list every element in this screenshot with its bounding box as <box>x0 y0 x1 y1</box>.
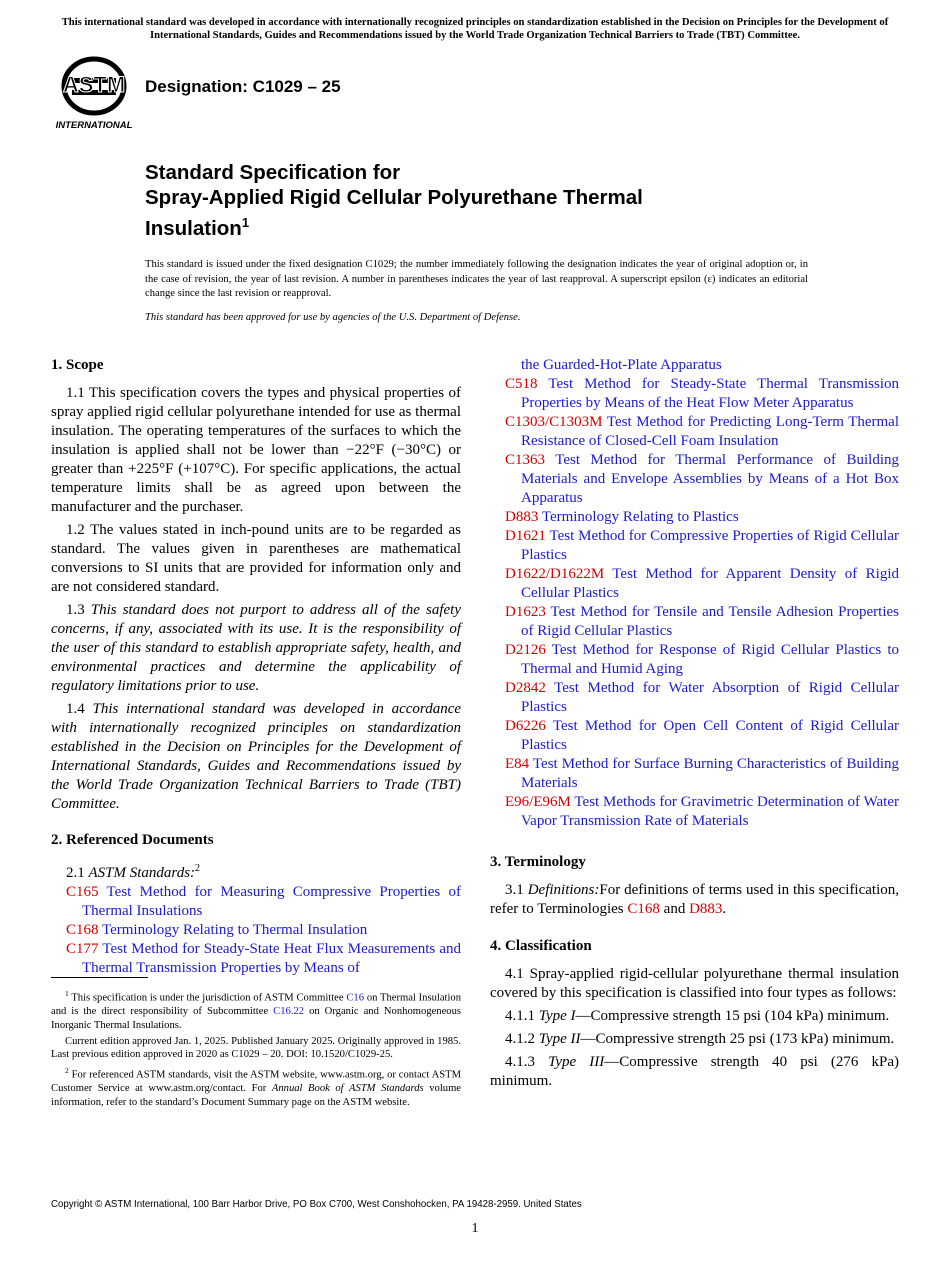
reference-code[interactable]: E84 <box>505 756 530 772</box>
issue-note: This standard is issued under the fixed designation C1029; the number immediately following the designation indicates the year of original adoption or, in the case of revision, the year of last revision. A number in parentheses indicates the year of last reapproval. A superscript epsilon (ε) indicates an editorial change since the last revision or reapproval. <box>145 259 808 299</box>
reference-item <box>490 451 899 508</box>
reference-title[interactable]: Test Method for Tensile and Tensile Adhesion Properties of Rigid Cellular Plastics <box>521 604 899 639</box>
copyright: Copyright © ASTM International, 100 Barr Harbor Drive, PO Box C700, West Conshohocken, PA 19428-2959. United States <box>51 1199 582 1210</box>
type-number: 4.1.3 <box>505 1054 535 1070</box>
reference-item <box>490 508 899 527</box>
astm-logo-icon <box>52 56 136 132</box>
reference-item <box>490 641 899 679</box>
classification-para: 4.1 Spray-applied rigid-cellular polyurethane thermal insulation covered by this specification is classified into four types as follows: <box>490 966 899 1001</box>
footnotes <box>51 987 461 1112</box>
reference-title[interactable]: Test Method for Open Cell Content of Rigid Cellular Plastics <box>521 718 899 753</box>
page-number: 1 <box>471 1221 479 1236</box>
classification-heading: 4. Classification <box>490 938 592 954</box>
left-column <box>51 356 461 978</box>
classification-type-item <box>490 1007 899 1026</box>
dod-note: This standard has been approved for use by agencies of the U.S. Department of Defense. <box>145 312 521 323</box>
reference-item <box>51 940 461 978</box>
scope-para-2: 1.2 The values stated in inch-pound units are to be regarded as standard. The values given in parentheses are mathematical conversions to SI units that are provided for information only and are not considered standard. <box>51 522 461 595</box>
type-text: —Compressive strength 25 psi (173 kPa) minimum. <box>580 1031 895 1047</box>
reference-code[interactable]: D1623 <box>505 604 546 620</box>
reference-code[interactable]: D883 <box>505 509 539 525</box>
footnote-2: $^2$ For referenced ASTM standards, visit the ASTM website, www.astm.org, or contact ASTM Customer Service at www.astm.org/contact. For Annual Book of ASTM Standards volume information, refer to the standard’s Document Summary page on the ASTM website. <box>51 1066 462 1108</box>
scope-heading: 1. Scope <box>51 357 104 373</box>
type-text: —Compressive strength 15 psi (104 kPa) minimum. <box>575 1008 890 1024</box>
footnote-link-c16-22[interactable]: C16.22 <box>273 1006 305 1018</box>
reference-code[interactable]: D1622/D1622M <box>505 566 605 582</box>
reference-item <box>490 413 899 451</box>
page-title <box>145 160 765 241</box>
reference-title[interactable]: Test Method for Water Absorption of Rigid Cellular Plastics <box>521 680 899 715</box>
reference-item <box>490 603 899 641</box>
reference-code[interactable]: E96/E96M <box>505 794 571 810</box>
reference-title[interactable]: Test Method for Predicting Long-Term Thermal Resistance of Closed-Cell Foam Insulation <box>521 414 900 449</box>
reference-code[interactable]: D2126 <box>505 642 546 658</box>
scope-para-4: 1.4 This international standard was developed in accordance with internationally recognized principles on standardization established in the Decision on Principles for the Development of International Standards, Guides and Recommendations issued by the World Trade Organization Technical Barriers to Trade (TBT) Committee. <box>51 701 462 812</box>
type-number: 4.1.1 <box>505 1008 535 1024</box>
astm-standards-label: 2.1 ASTM Standards:$^2$ <box>66 863 201 881</box>
designation: Designation: C1029 – 25 <box>145 77 341 96</box>
reference-code[interactable]: C177 <box>66 941 99 957</box>
reference-title[interactable]: Test Method for Thermal Performance of Building Materials and Envelope Assemblies by Means of a Hot Box Apparatus <box>521 452 899 506</box>
reference-item <box>490 375 899 413</box>
classification-type-item <box>490 1053 899 1091</box>
reference-code[interactable]: D2842 <box>505 680 546 696</box>
classification-type-item <box>490 1030 899 1049</box>
reference-code[interactable]: C518 <box>505 376 538 392</box>
reference-item <box>490 793 899 831</box>
reference-item <box>490 565 899 603</box>
scope-para-1: 1.1 This specification covers the types and physical properties of spray applied rigid cellular polyurethane intended for use as thermal insulation. The operating temperatures of the surfaces to which the insulation is applied shall not be lower than −22°F (−30°C) or greater than +225°F (+107°C). For specific applications, the actual temperature limits shall be as agreed upon between the manufacturer and the purchaser. <box>51 385 461 515</box>
footnote-1-edition: Current edition approved Jan. 1, 2025. Published January 2025. Originally approved in 1985. Last previous edition approved in 2020 as C1029 – 20. DOI: 10.1520/C1029-25. <box>51 1035 461 1061</box>
reference-code[interactable]: C1363 <box>505 452 546 468</box>
footnote-1: $^1$ This specification is under the jurisdiction of ASTM Committee C16 on Thermal Insulation and is the direct responsibility of Subcommittee C16.22 on Organic and Nonhomogeneous Inorganic Thermal Insulations. <box>51 989 462 1031</box>
title-line-2: Spray-Applied Rigid Cellular Polyurethane Thermal <box>145 186 643 209</box>
title-line-3: Insulation <box>145 216 242 240</box>
reference-title[interactable]: Test Method for Measuring Compressive Properties of Thermal Insulations <box>82 884 461 919</box>
type-label: Type II <box>538 1031 581 1047</box>
type-text: —Compressive strength 40 psi (276 kPa) minimum. <box>490 1054 900 1089</box>
terminology-para: 3.1 Definitions:For definitions of terms used in this specification, refer to Terminologies C168 and D883. <box>490 882 900 917</box>
terminology-ref-c168[interactable]: C168 <box>627 901 660 917</box>
type-label: Type I <box>538 1008 576 1024</box>
reference-item <box>51 883 461 921</box>
logo-text: INTERNATIONAL <box>55 120 133 131</box>
reference-code[interactable]: C165 <box>66 884 99 900</box>
reference-code[interactable]: D6226 <box>505 718 546 734</box>
top-notice: This international standard was developed in accordance with internationally recognized principles on standardization established in the Decision on Principles for the Development of International Standards, Guides and Recommendations issued by the World Trade Organization Technical Barriers to Trade (TBT) Committee. <box>61 17 889 41</box>
refdocs-heading: 2. Referenced Documents <box>51 832 214 848</box>
scope-para-3: 1.3 This standard does not purport to address all of the safety concerns, if any, associated with its use. It is the responsibility of the user of this standard to establish appropriate safety, health, and environmental practices and determine the applicability of regulatory limitations prior to use. <box>51 602 461 694</box>
reference-title[interactable]: Terminology Relating to Thermal Insulation <box>102 922 368 938</box>
reference-title[interactable]: Test Method for Steady-State Heat Flux Measurements and Thermal Transmission Properties by Means of <box>82 941 462 976</box>
reference-item <box>490 717 899 755</box>
reference-item <box>51 921 461 940</box>
reference-item <box>490 527 899 565</box>
svg-text:ASTM: ASTM <box>62 72 126 97</box>
title-footnote-mark[interactable]: 1 <box>241 215 250 230</box>
reference-title[interactable]: Test Method for Surface Burning Characteristics of Building Materials <box>521 756 899 791</box>
reference-continued: the Guarded-Hot-Plate Apparatus <box>521 357 722 373</box>
right-reference-list <box>490 375 899 831</box>
footnote-link-c16[interactable]: C16 <box>346 992 365 1004</box>
terminology-ref-d883[interactable]: D883 <box>689 901 723 917</box>
reference-code[interactable]: C1303/C1303M <box>505 414 603 430</box>
title-line-1: Standard Specification for <box>145 161 401 184</box>
reference-title[interactable]: Test Method for Apparent Density of Rigid Cellular Plastics <box>521 566 899 601</box>
left-reference-list <box>51 883 461 978</box>
type-label: Type III <box>548 1054 605 1070</box>
terminology-heading: 3. Terminology <box>490 854 586 870</box>
reference-code[interactable]: C168 <box>66 922 99 938</box>
reference-item <box>490 755 899 793</box>
footnote-rule <box>51 977 148 978</box>
right-column <box>490 356 899 1095</box>
reference-item <box>490 679 899 717</box>
reference-title[interactable]: Terminology Relating to Plastics <box>541 509 739 525</box>
reference-title[interactable]: Test Method for Compressive Properties of Rigid Cellular Plastics <box>521 528 900 563</box>
type-number: 4.1.2 <box>505 1031 535 1047</box>
reference-code[interactable]: D1621 <box>505 528 546 544</box>
reference-title[interactable]: Test Method for Response of Rigid Cellular Plastics to Thermal and Humid Aging <box>521 642 899 677</box>
reference-title[interactable]: Test Methods for Gravimetric Determination of Water Vapor Transmission Rate of Materials <box>521 794 900 829</box>
classification-types <box>490 1007 899 1091</box>
reference-title[interactable]: Test Method for Steady-State Thermal Transmission Properties by Means of the Heat Flow Meter Apparatus <box>521 376 900 411</box>
